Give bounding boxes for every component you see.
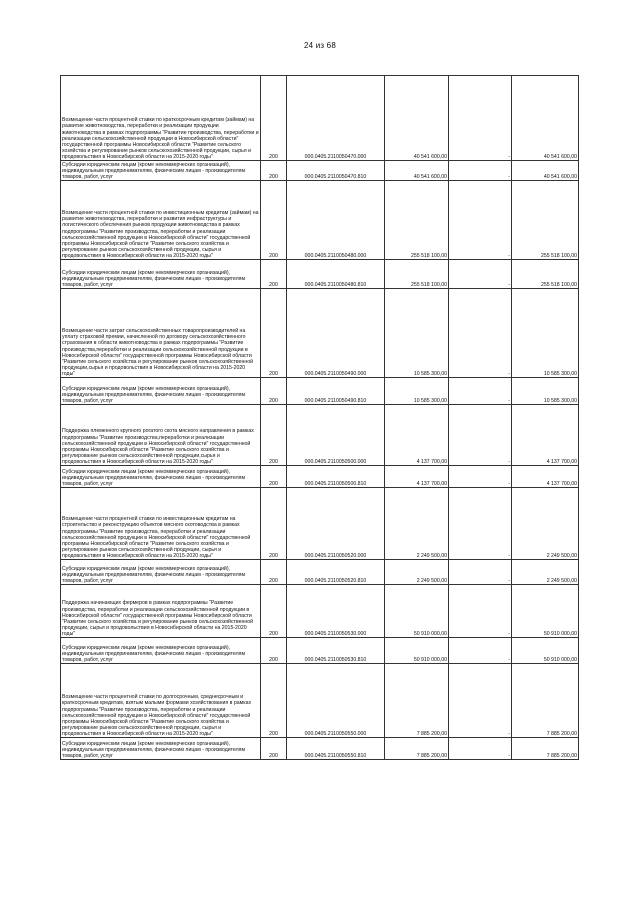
row-approved-amount: 2 249 500,00 <box>385 560 449 585</box>
row-unexecuted-amount: 2 249 500,00 <box>512 560 579 585</box>
row-description: Возмещение части процентной ставки по инвестиционным кредитам на строительство и реконструкцию объектов мясного скотоводства в рамках подпрограммы "Развитие производства, переработки и реализации сельскохозяйственной продукции в Новосибирской области" государственной программы Новосибирской области "Развитие сельского хозяйства и регулирование рынков сельскохозяйственной продукции, сырья и продовольствия в Новосибирской области на 2015-2020 годы" <box>61 488 261 560</box>
table-row <box>61 664 579 738</box>
row-group-code: 200 <box>261 161 287 181</box>
row-executed-amount: - <box>449 181 512 260</box>
row-unexecuted-amount: 4 137 700,00 <box>512 405 579 466</box>
table-row <box>61 466 579 488</box>
row-approved-amount: 50 910 000,00 <box>385 585 449 638</box>
row-group-code: 200 <box>261 585 287 638</box>
row-group-code: 200 <box>261 560 287 585</box>
budget-table <box>60 75 579 760</box>
row-classification-code: 000.0405.2110050480.810 <box>287 260 385 289</box>
row-group-code: 200 <box>261 405 287 466</box>
row-group-code: 200 <box>261 378 287 405</box>
table-row <box>61 181 579 260</box>
table-row <box>61 738 579 760</box>
row-description: Субсидии юридическим лицам (кроме некоммерческих организаций), индивидуальным предпринимателям, физическим лицам - производителям товаров, работ, услуг <box>61 738 261 760</box>
table-row <box>61 638 579 664</box>
row-classification-code: 000.0405.2110050470.000 <box>287 76 385 161</box>
row-unexecuted-amount: 50 910 000,00 <box>512 585 579 638</box>
row-executed-amount: - <box>449 289 512 378</box>
row-classification-code: 000.0405.2110050470.810 <box>287 161 385 181</box>
table-row <box>61 289 579 378</box>
row-unexecuted-amount: 255 518 100,00 <box>512 181 579 260</box>
row-classification-code: 000.0405.2110050550.810 <box>287 738 385 760</box>
row-classification-code: 000.0405.2110050530.810 <box>287 638 385 664</box>
row-unexecuted-amount: 255 518 100,00 <box>512 260 579 289</box>
row-group-code: 200 <box>261 76 287 161</box>
table-row <box>61 405 579 466</box>
row-approved-amount: 255 518 100,00 <box>385 181 449 260</box>
row-group-code: 200 <box>261 638 287 664</box>
row-description: Возмещение части затрат сельскохозяйственных товаропроизводителей на уплату страховой премии, начисленной по договору сельскохозяйственного страхования в области животноводства в рамках подпрограммы "Развитие производства,переработки и реализации сельскохозяйственной продукции в Новосибирской области" государственной программы Новосибирской области "Развитие сельского хозяйства и регулирование рынков сельскохозяйственной продукции,сырья и продовольствия в Новосибирской области на 2015-2020 годы" <box>61 289 261 378</box>
row-group-code: 200 <box>261 664 287 738</box>
row-executed-amount: - <box>449 466 512 488</box>
row-approved-amount: 10 585 300,00 <box>385 378 449 405</box>
row-executed-amount: - <box>449 585 512 638</box>
row-unexecuted-amount: 10 585 300,00 <box>512 378 579 405</box>
row-executed-amount: - <box>449 560 512 585</box>
row-classification-code: 000.0405.2110050500.000 <box>287 405 385 466</box>
row-description: Субсидии юридическим лицам (кроме некоммерческих организаций), индивидуальным предпринимателям, физическим лицам - производителям товаров, работ, услуг <box>61 638 261 664</box>
row-group-code: 200 <box>261 738 287 760</box>
row-executed-amount: - <box>449 664 512 738</box>
table-row <box>61 76 579 161</box>
row-approved-amount: 4 137 700,00 <box>385 405 449 466</box>
row-unexecuted-amount: 50 910 000,00 <box>512 638 579 664</box>
page-indicator: 24 из 68 <box>304 41 336 50</box>
row-approved-amount: 40 541 600,00 <box>385 161 449 181</box>
row-classification-code: 000.0405.2110050530.000 <box>287 585 385 638</box>
table-row <box>61 585 579 638</box>
row-executed-amount: - <box>449 76 512 161</box>
row-description: Субсидии юридическим лицам (кроме некоммерческих организаций), индивидуальным предпринимателям, физическим лицам - производителям товаров, работ, услуг <box>61 161 261 181</box>
row-description: Субсидии юридическим лицам (кроме некоммерческих организаций), индивидуальным предпринимателям, физическим лицам - производителям товаров, работ, услуг <box>61 378 261 405</box>
table-row <box>61 488 579 560</box>
row-unexecuted-amount: 4 137 700,00 <box>512 466 579 488</box>
row-description: Возмещение части процентной ставки по долгосрочным, среднесрочным и краткосрочным кредитам, взятым малыми формами хозяйствования в рамках подпрограммы "Развитие производства, переработки и реализации сельскохозяйственной продукции в Новосибирской области" государственной программы Новосибирской области "Развитие сельского хозяйства и регулирование рынков сельскохозяйственной продукции, сырья и продовольствия в Новосибирской области на 2015-2020 годы" <box>61 664 261 738</box>
table-row <box>61 378 579 405</box>
row-executed-amount: - <box>449 260 512 289</box>
row-unexecuted-amount: 10 585 300,00 <box>512 289 579 378</box>
row-executed-amount: - <box>449 378 512 405</box>
row-group-code: 200 <box>261 181 287 260</box>
row-executed-amount: - <box>449 488 512 560</box>
row-description: Субсидии юридическим лицам (кроме некоммерческих организаций), индивидуальным предпринимателям, физическим лицам - производителям товаров, работ, услуг <box>61 260 261 289</box>
row-classification-code: 000.0405.2110050550.000 <box>287 664 385 738</box>
row-unexecuted-amount: 2 249 500,00 <box>512 488 579 560</box>
row-group-code: 200 <box>261 488 287 560</box>
row-approved-amount: 7 885 200,00 <box>385 664 449 738</box>
row-approved-amount: 255 518 100,00 <box>385 260 449 289</box>
row-executed-amount: - <box>449 161 512 181</box>
row-classification-code: 000.0405.2110050480.000 <box>287 181 385 260</box>
row-description: Субсидии юридическим лицам (кроме некоммерческих организаций), индивидуальным предпринимателям, физическим лицам - производителям товаров, работ, услуг <box>61 560 261 585</box>
row-classification-code: 000.0405.2110050520.810 <box>287 560 385 585</box>
row-approved-amount: 7 885 200,00 <box>385 738 449 760</box>
row-description: Возмещение части процентной ставки по краткосрочным кредитам (займам) на развитие животноводства, переработки и реализации продукции животноводства в рамках подпрограммы "Развитие производства, переработки и реализации сельскохозяйственной продукции в Новосибирской области" государственной программы Новосибирской области "Развитие сельского хозяйства и регулирование рынков сельскохозяйственной продукции, сырья и продовольствия в Новосибирской области на 2015-2020 годы" <box>61 76 261 161</box>
row-unexecuted-amount: 7 885 200,00 <box>512 738 579 760</box>
row-classification-code: 000.0405.2110050490.000 <box>287 289 385 378</box>
row-group-code: 200 <box>261 466 287 488</box>
row-approved-amount: 10 585 300,00 <box>385 289 449 378</box>
row-group-code: 200 <box>261 260 287 289</box>
row-description: Поддержка начинающих фермеров в рамках подпрограммы "Развитие производства, переработки и реализации сельскохозяйственной продукции в Новосибирской области" государственной программы Новосибирской области "Развитие сельского хозяйства и регулирование рынков сельскохозяйственной продукции, сырья и продовольствия в Новосибирской области на 2015-2020 годы" <box>61 585 261 638</box>
row-description: Субсидии юридическим лицам (кроме некоммерческих организаций), индивидуальным предпринимателям, физическим лицам - производителям товаров, работ, услуг <box>61 466 261 488</box>
row-unexecuted-amount: 7 885 200,00 <box>512 664 579 738</box>
row-classification-code: 000.0405.2110050520.000 <box>287 488 385 560</box>
row-approved-amount: 2 249 500,00 <box>385 488 449 560</box>
table-row <box>61 260 579 289</box>
row-executed-amount: - <box>449 738 512 760</box>
row-unexecuted-amount: 40 541 600,00 <box>512 161 579 181</box>
row-description: Возмещение части процентной ставки по инвестиционным кредитам (займам) на развитие животноводства, переработки и развития инфраструктуры и логистического обеспечения рынков продукции животноводства в рамках подпрограммы "Развитие производства, переработки и реализации сельскохозяйственной продукции в Новосибирской области" государственной программы Новосибирской области "Развитие сельского хозяйства и регулирование рынков сельскохозяйственной продукции, сырья и продовольствия в Новосибирской области на 2015-2020 годы" <box>61 181 261 260</box>
row-description: Поддержка племенного крупного рогатого скота мясного направления в рамках подпрограммы "Развитие производства,переработки и реализации сельскохозяйственной продукции в Новосибирской области" государственной программы Новосибирской области "Развитие сельского хозяйства и регулирование рынков сельскохозяйственной продукции,сырья и продовольствия в Новосибирской области на 2015-2020 годы" <box>61 405 261 466</box>
row-approved-amount: 4 137 700,00 <box>385 466 449 488</box>
row-approved-amount: 50 910 000,00 <box>385 638 449 664</box>
row-classification-code: 000.0405.2110050500.810 <box>287 466 385 488</box>
table-row <box>61 560 579 585</box>
row-executed-amount: - <box>449 638 512 664</box>
row-approved-amount: 40 541 600,00 <box>385 76 449 161</box>
row-executed-amount: - <box>449 405 512 466</box>
row-classification-code: 000.0405.2110050490.810 <box>287 378 385 405</box>
row-unexecuted-amount: 40 541 600,00 <box>512 76 579 161</box>
row-group-code: 200 <box>261 289 287 378</box>
table-row <box>61 161 579 181</box>
